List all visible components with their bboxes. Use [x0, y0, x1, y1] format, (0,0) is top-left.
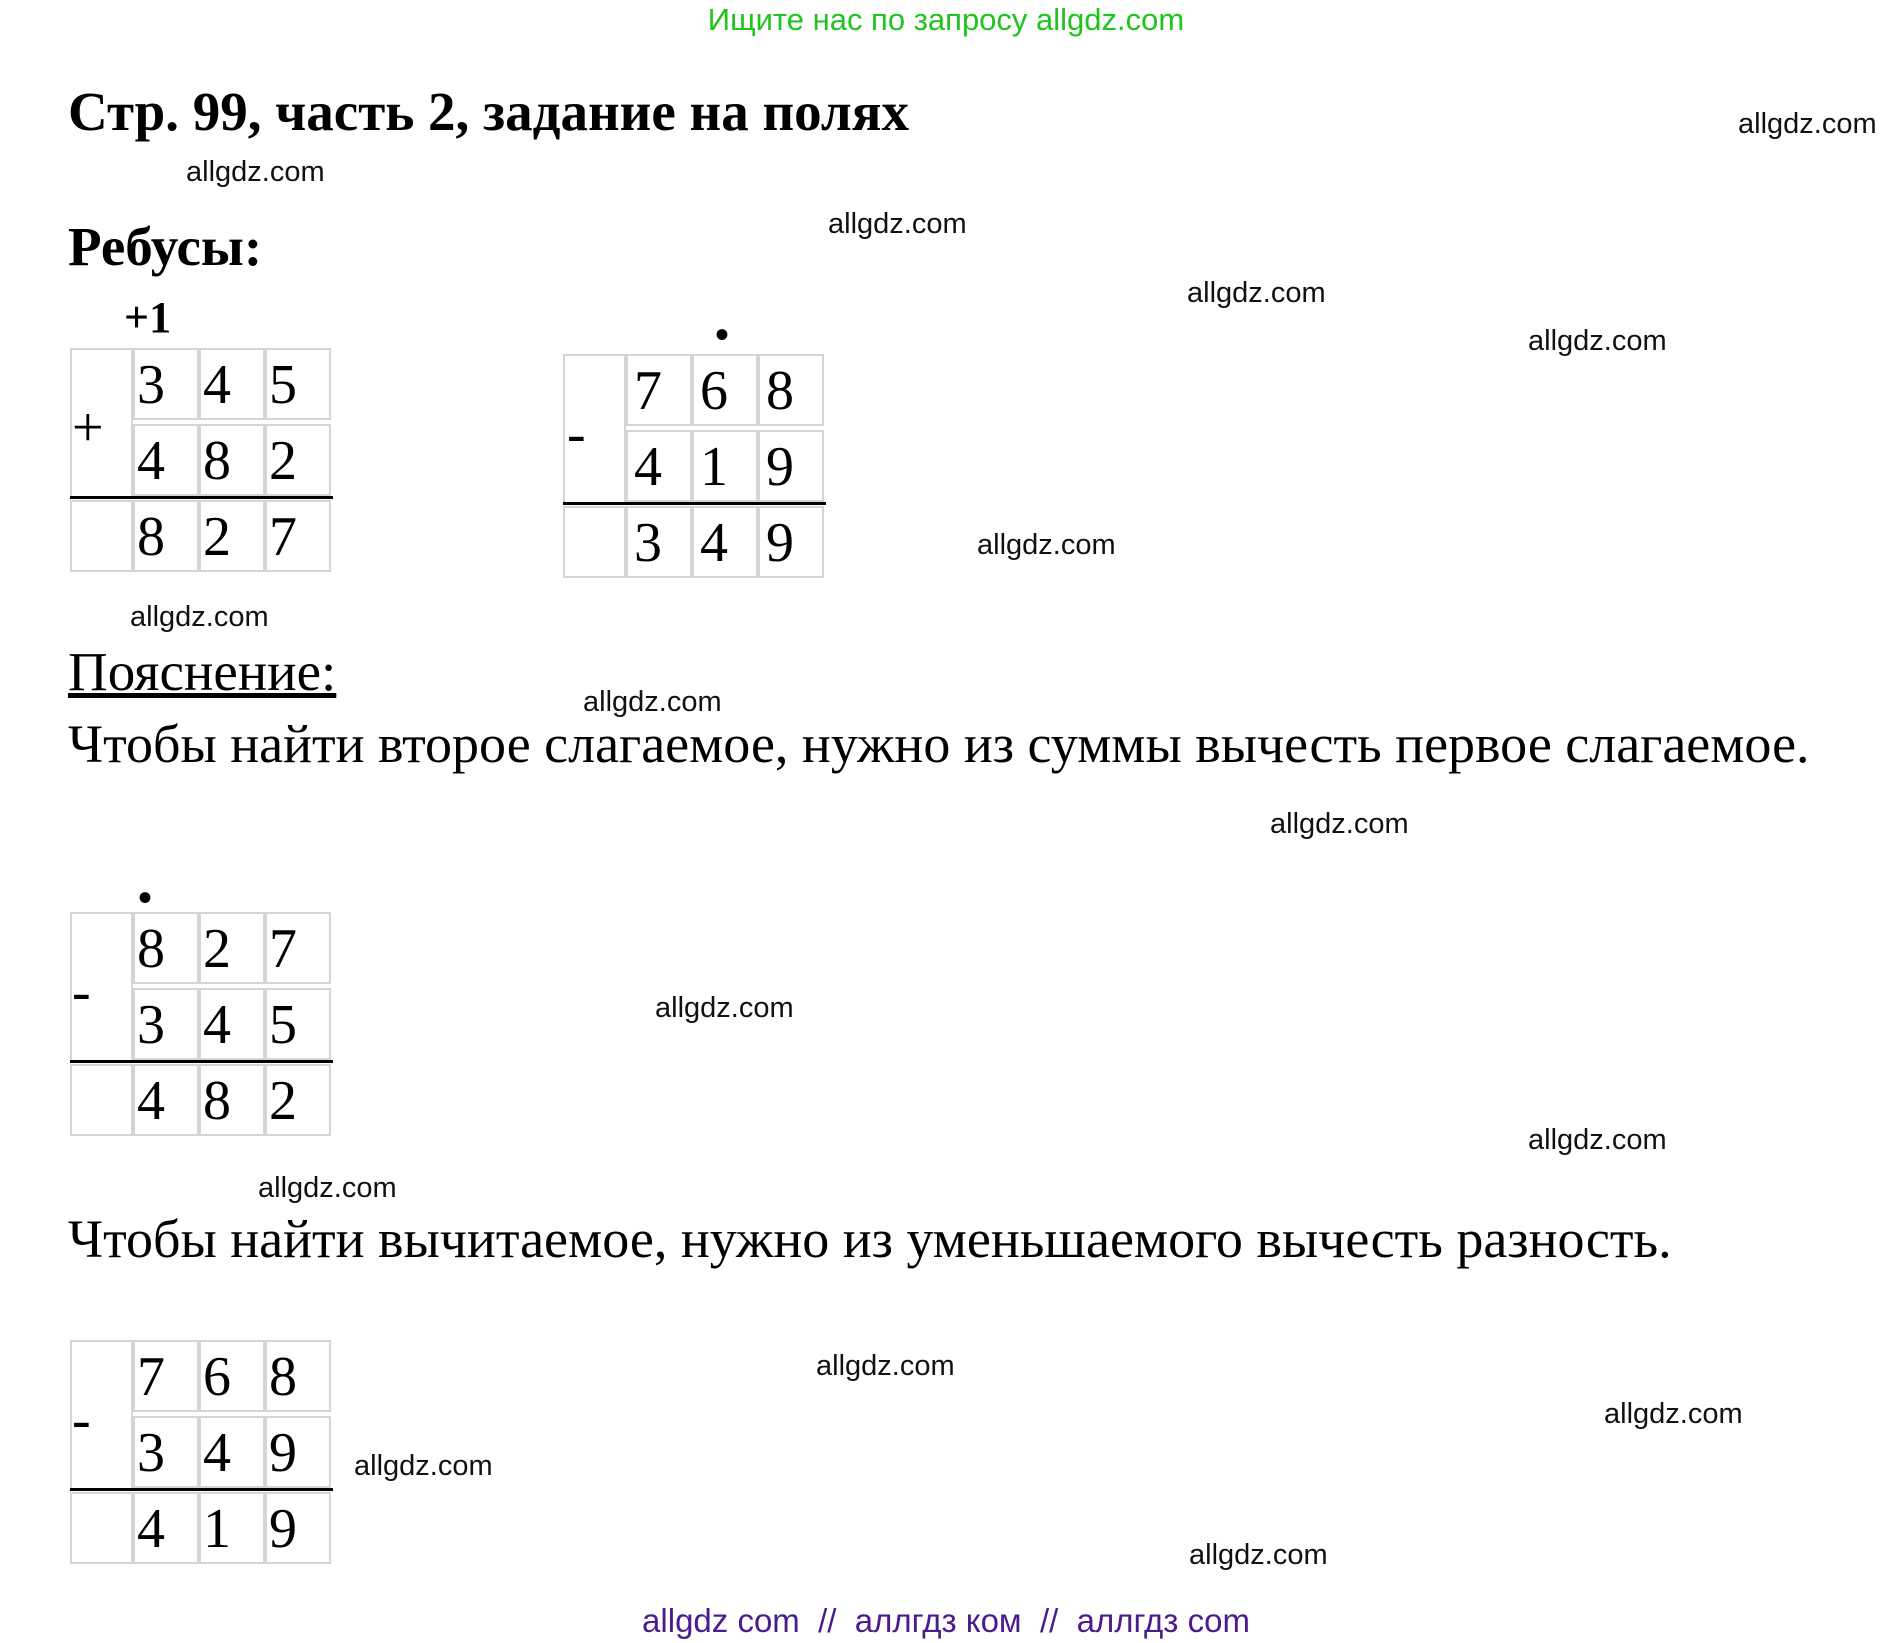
digit-cell: 9: [758, 506, 824, 578]
operator-cell: [70, 1064, 133, 1136]
footer-links: allgdz com // аллгдз ком // аллгдз com: [642, 1602, 1250, 1639]
digit-cell: 9: [265, 1492, 331, 1564]
digit-cell: 5: [265, 988, 331, 1060]
sum-line: [70, 496, 333, 499]
digit-cell: 8: [133, 912, 199, 984]
digit-cell: 1: [199, 1492, 265, 1564]
digit-cell: 7: [133, 1340, 199, 1412]
borrow-dot: •: [138, 875, 153, 920]
watermark: allgdz.com: [1528, 1124, 1667, 1156]
watermark: allgdz.com: [1189, 1539, 1328, 1571]
digit-cell: 2: [199, 500, 265, 572]
digit-cell: 5: [265, 348, 331, 420]
explanation-paragraph-1: Чтобы найти второе слагаемое, нужно из суммы вычесть первое слагаемое.: [68, 714, 1810, 774]
digit-cell: 2: [199, 912, 265, 984]
digit-cell: 4: [133, 1064, 199, 1136]
borrow-dot: •: [715, 312, 730, 357]
plus-sign: +: [72, 397, 104, 459]
digit-cell: 9: [265, 1416, 331, 1488]
digit-cell: 9: [758, 430, 824, 502]
watermark: allgdz.com: [1270, 808, 1409, 840]
difference-line: [70, 1488, 333, 1491]
digit-cell: 4: [199, 1416, 265, 1488]
digit-cell: 4: [692, 506, 758, 578]
digit-cell: 3: [626, 506, 692, 578]
watermark: allgdz.com: [583, 686, 722, 718]
watermark: allgdz.com: [258, 1172, 397, 1204]
watermark: allgdz.com: [655, 992, 794, 1024]
digit-cell: 8: [265, 1340, 331, 1412]
page-title: Стр. 99, часть 2, задание на полях: [68, 81, 910, 142]
digit-cell: 4: [133, 1492, 199, 1564]
watermark: allgdz.com: [1738, 108, 1877, 140]
digit-cell: 3: [133, 1416, 199, 1488]
explanation-paragraph-2: Чтобы найти вычитаемое, нужно из уменьшаемого вычесть разность.: [68, 1209, 1672, 1269]
difference-line: [563, 502, 826, 505]
minus-sign: -: [567, 403, 586, 465]
digit-cell: 8: [199, 424, 265, 496]
explanation-heading: Пояснение:: [68, 641, 337, 702]
digit-cell: 7: [626, 354, 692, 426]
watermark: allgdz.com: [1187, 277, 1326, 309]
watermark: allgdz.com: [1604, 1398, 1743, 1430]
digit-cell: 4: [199, 988, 265, 1060]
operator-cell: [563, 506, 626, 578]
digit-cell: 4: [199, 348, 265, 420]
difference-line: [70, 1060, 333, 1063]
minus-sign: -: [72, 961, 91, 1023]
watermark: allgdz.com: [130, 601, 269, 633]
watermark: allgdz.com: [816, 1350, 955, 1382]
digit-cell: 8: [199, 1064, 265, 1136]
operator-cell: [70, 500, 133, 572]
top-banner: Ищите нас по запросу allgdz.com: [707, 2, 1185, 37]
carry-mark: +1: [124, 293, 172, 342]
watermark: allgdz.com: [186, 156, 325, 188]
digit-cell: 3: [133, 988, 199, 1060]
digit-cell: 7: [265, 500, 331, 572]
digit-cell: 2: [265, 1064, 331, 1136]
digit-cell: 3: [133, 348, 199, 420]
digit-cell: 6: [692, 354, 758, 426]
digit-cell: 8: [133, 500, 199, 572]
rebus-heading: Ребусы:: [68, 216, 263, 277]
digit-cell: 1: [692, 430, 758, 502]
watermark: allgdz.com: [828, 208, 967, 240]
digit-cell: 6: [199, 1340, 265, 1412]
watermark: allgdz.com: [1528, 325, 1667, 357]
operator-cell: [70, 1492, 133, 1564]
watermark: allgdz.com: [354, 1450, 493, 1482]
watermark: allgdz.com: [977, 529, 1116, 561]
digit-cell: 7: [265, 912, 331, 984]
digit-cell: 4: [133, 424, 199, 496]
digit-cell: 4: [626, 430, 692, 502]
minus-sign: -: [72, 1389, 91, 1451]
digit-cell: 2: [265, 424, 331, 496]
digit-cell: 8: [758, 354, 824, 426]
